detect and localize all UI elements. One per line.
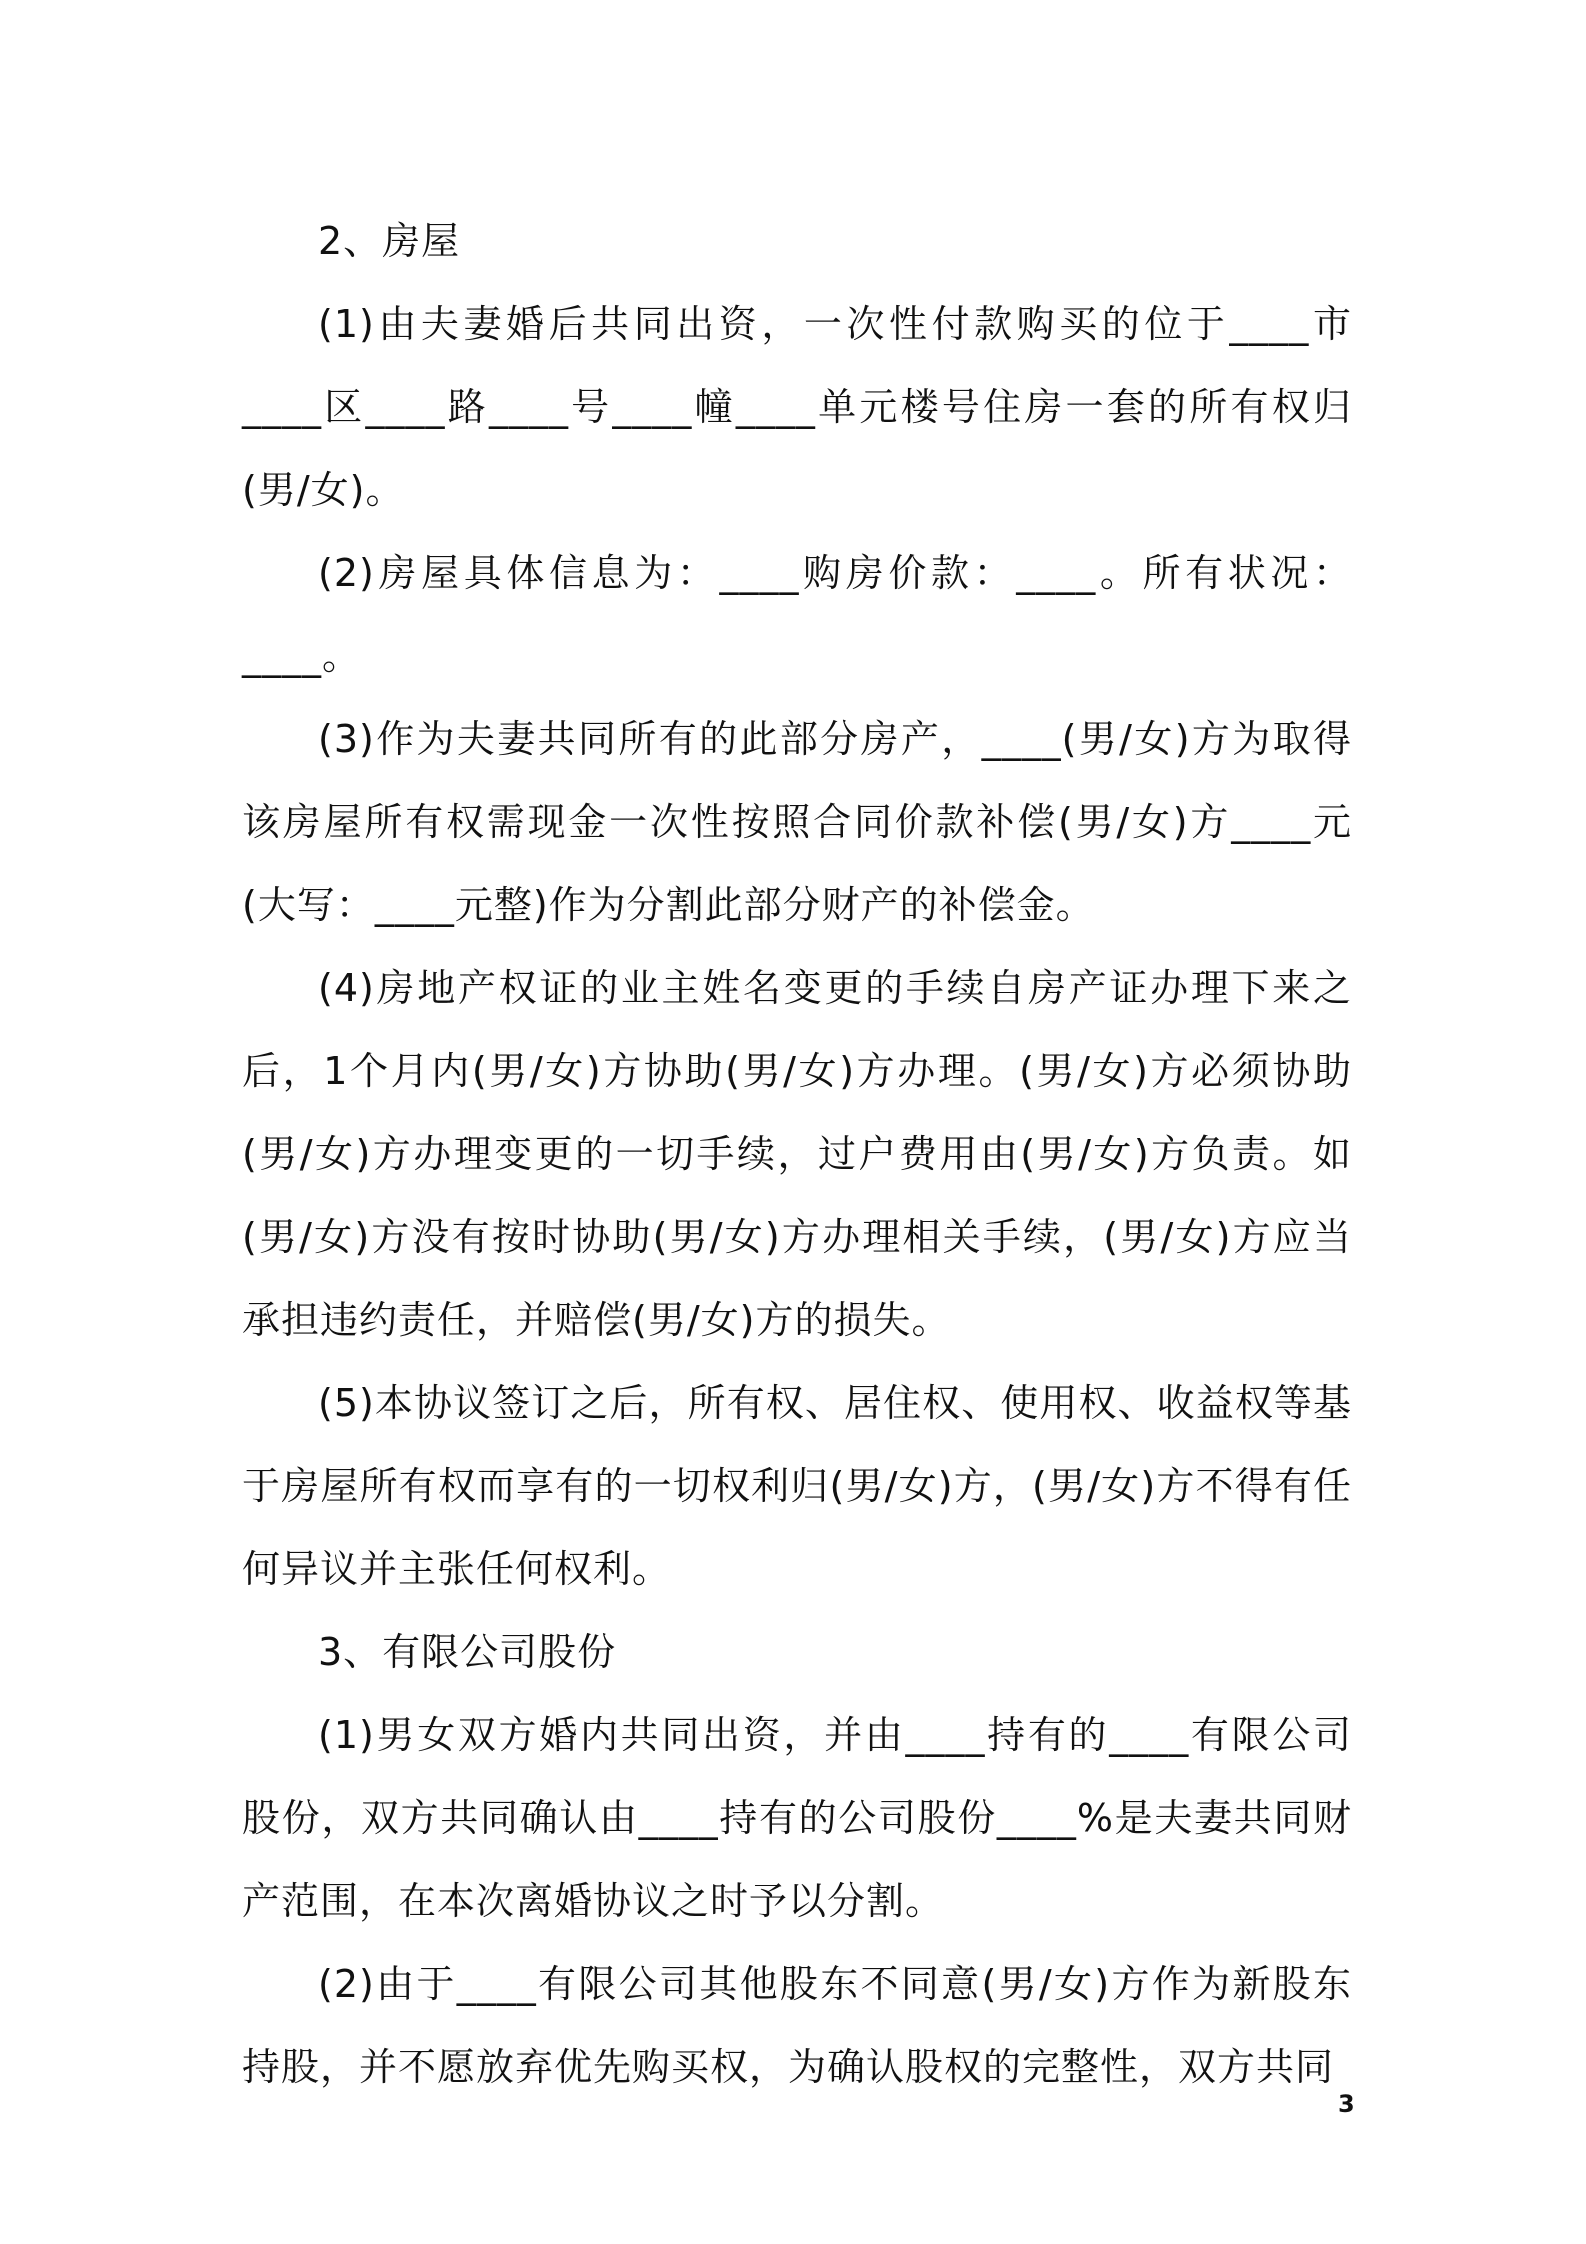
clause-shares-1: (1)男女双方婚内共同出资，并由____持有的____有限公司股份，双方共同确认由____持有的公司股份____%是夫妻共同财产范围，在本次离婚协议之时予以分割。 xyxy=(242,1713,1352,1923)
section-heading-shares: 3、有限公司股份 xyxy=(318,1630,617,1674)
section-heading-house: 2、房屋 xyxy=(318,219,461,263)
clause-house-4: (4)房地产权证的业主姓名变更的手续自房产证办理下来之后，1个月内(男/女)方协助(男/女)方办理。(男/女)方必须协助(男/女)方办理变更的一切手续，过户费用由(男/女)方负责。如(男/女)方没有按时协助(男/女)方办理相关手续，(男/女)方应当承担违约责任，并赔偿(男/女)方的损失。 xyxy=(242,966,1352,1342)
clause-shares-2: (2)由于____有限公司其他股东不同意(男/女)方作为新股东持股，并不愿放弃优先购买权，为确认股权的完整性，双方共同 xyxy=(242,1962,1352,2089)
clause-house-1: (1)由夫妻婚后共同出资，一次性付款购买的位于____市____区____路____号____幢____单元楼号住房一套的所有权归(男/女)。 xyxy=(242,302,1352,512)
clause-house-5: (5)本协议签订之后，所有权、居住权、使用权、收益权等基于房屋所有权而享有的一切权利归(男/女)方，(男/女)方不得有任何异议并主张任何权利。 xyxy=(242,1381,1352,1591)
page-number: 3 xyxy=(1338,2090,1355,2118)
clause-house-3: (3)作为夫妻共同所有的此部分房产，____(男/女)方为取得该房屋所有权需现金一次性按照合同价款补偿(男/女)方____元(大写：____元整)作为分割此部分财产的补偿金。 xyxy=(242,717,1352,927)
clause-house-2: (2)房屋具体信息为：____购房价款：____。所有状况：____。 xyxy=(242,551,1352,678)
document-body xyxy=(242,200,1352,2109)
